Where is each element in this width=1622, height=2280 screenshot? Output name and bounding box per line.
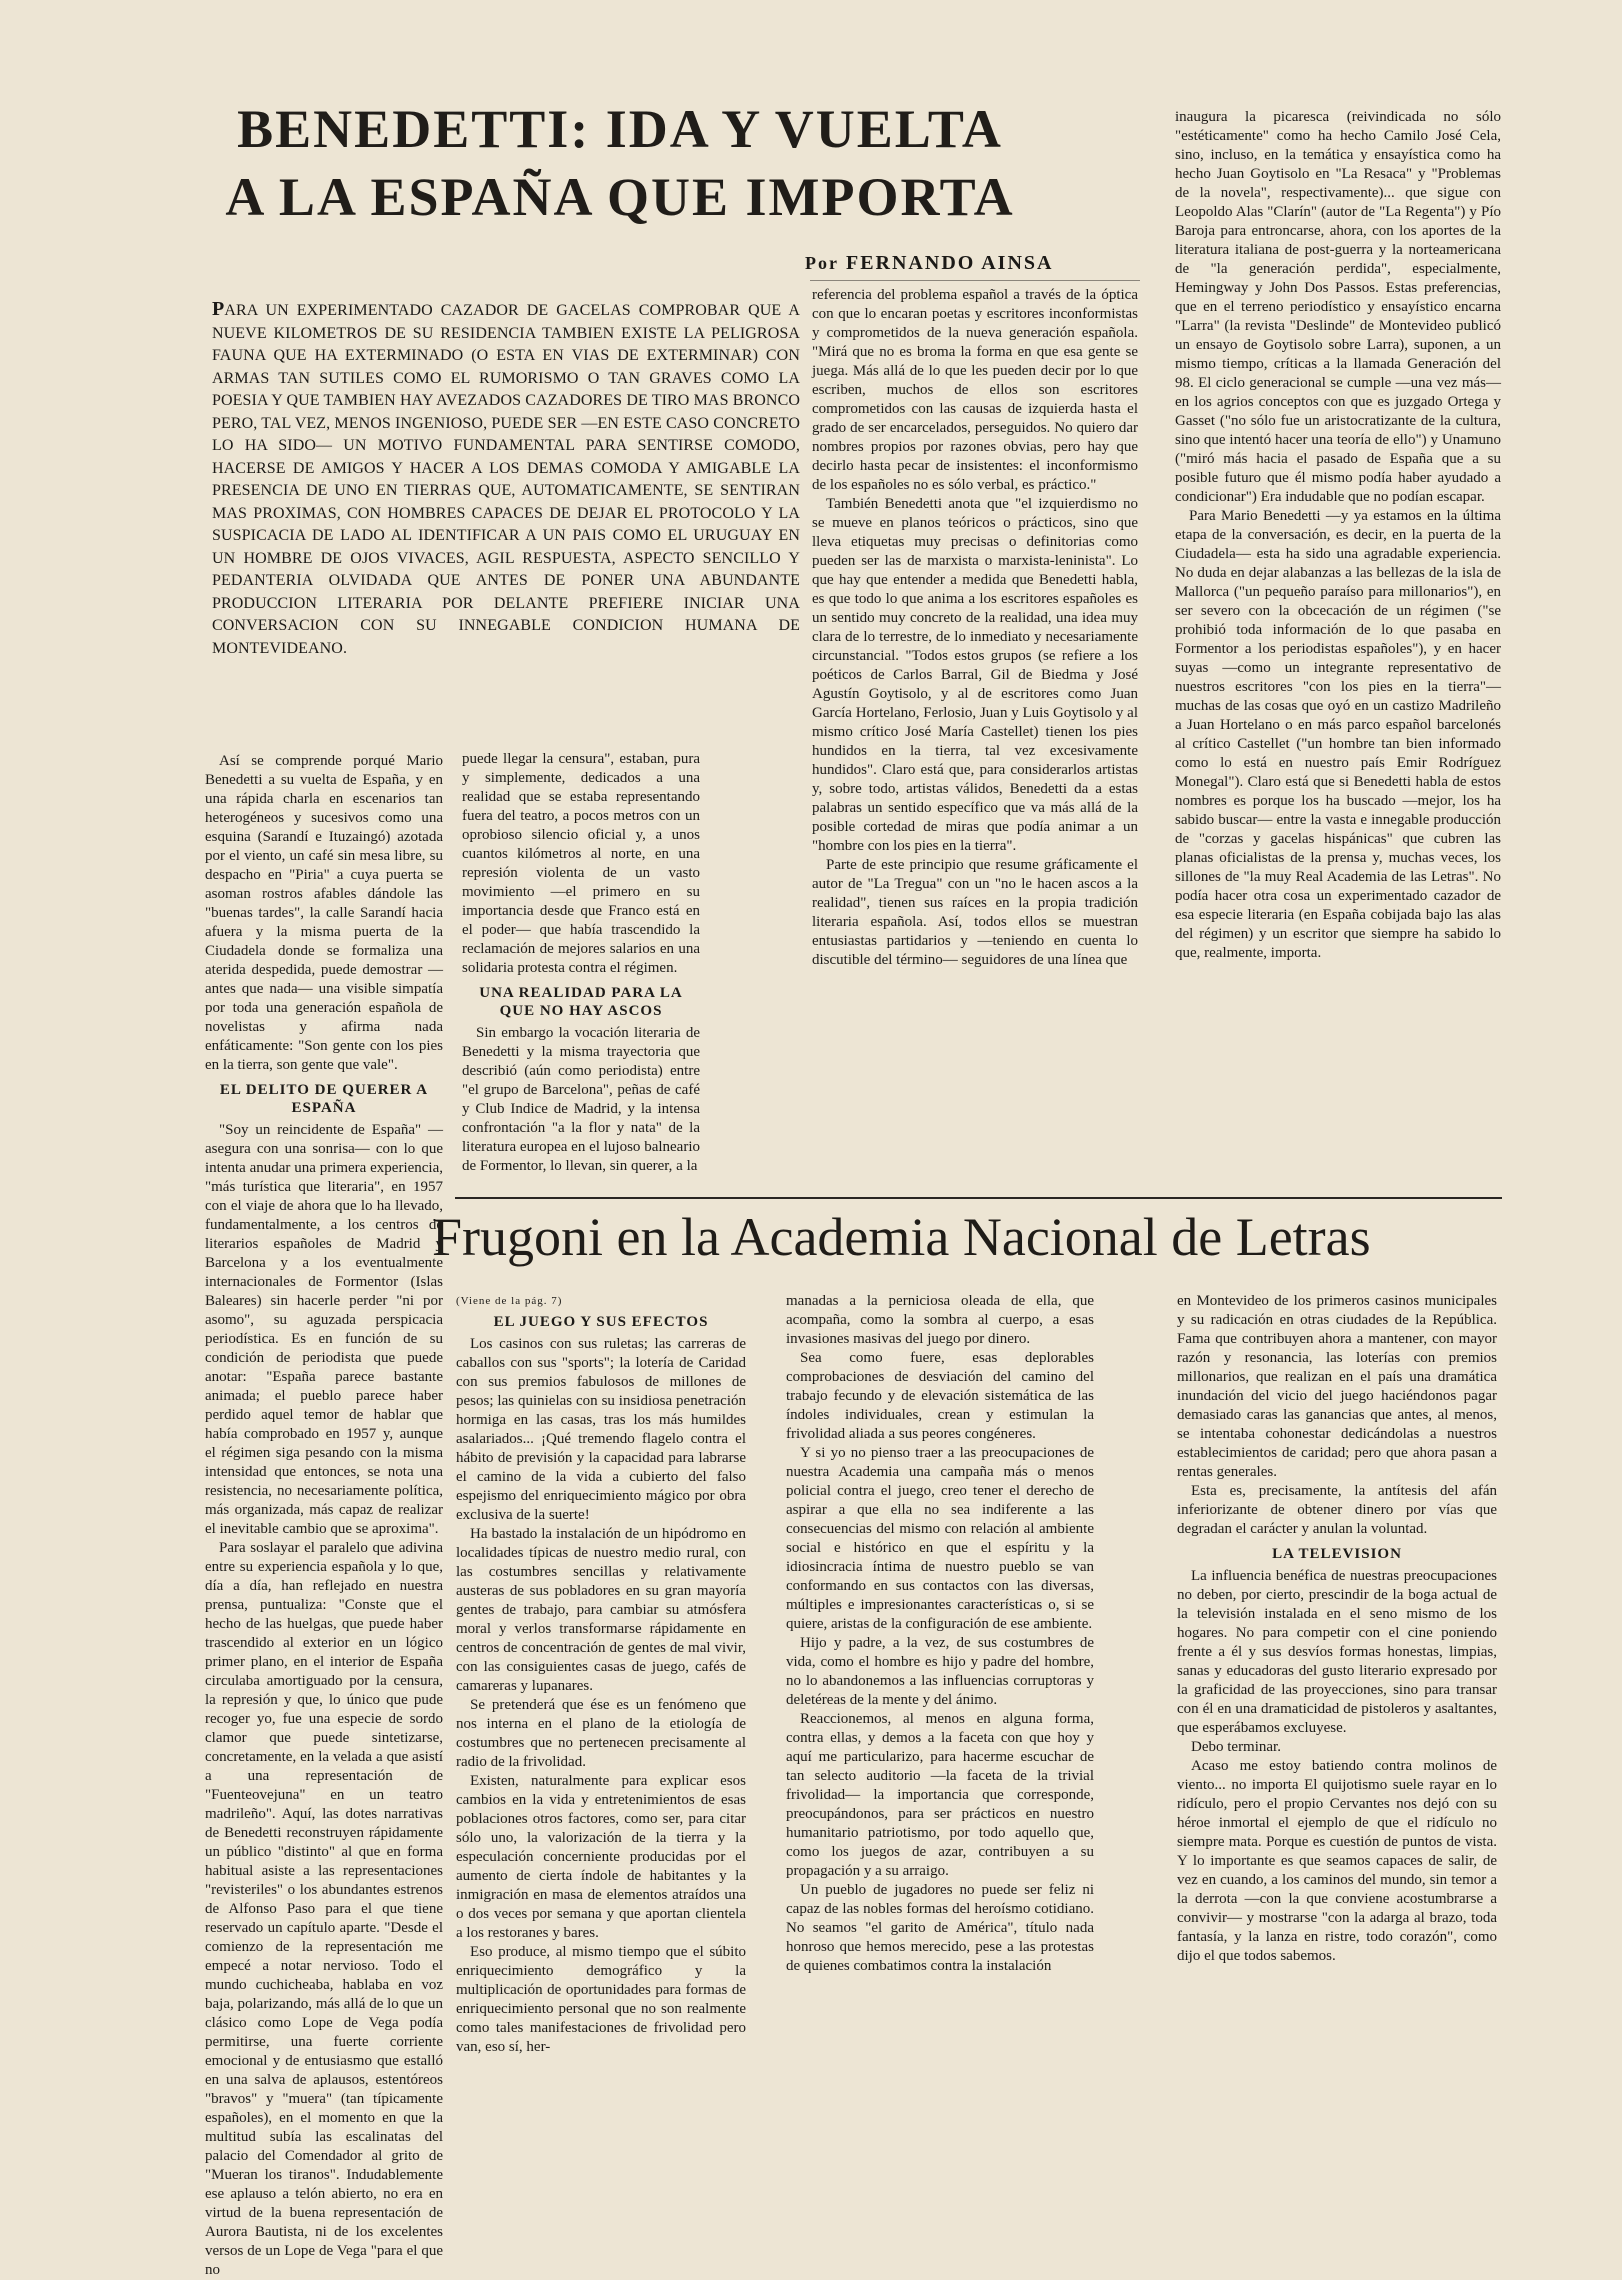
paragraph: Para Mario Benedetti —y ya estamos en la última etapa de la conversación, es decir, en la puerta de la Ciudadela— esta ha sido una agradable experiencia. No duda en dejar alabanzas a las bellezas de la isla de Mallorca ("un pequeño paraíso para millonarios"), en ser severo con la obcecación de un régimen ("se prohibió toda información de lo que pasaba en Formentor a los periodistas españoles"), y en hacer suyas —como un integrante representativo de nuestros escritores "con los pies en la tierra"— muchas de las cosas que oyó en un castizo Madrileño a Juan Hortelano o en más parco español barcelonés al crítico Castellet ("un hombre tan bien informado como lo está en nuestro país Emir Rodríguez Monegal"). Claro está que si Benedetti habla de estos nombres es porque los ha buscado —mejor, los ha sabido buscar— entre la vasta e innegable producción de "corzas y gacelas hispánicas" que cubren las planas oficialistas de la prensa y, muchas veces, los sillones de "la muy Real Academia de las Letras". No podía hacer otra cosa un experimentado cazador de esa especie literaria (en España cobijada bajo las alas del régimen) y un escritor que siempre ha sabido lo que, realmente, importa. (1175, 508, 1501, 961)
article-intro: PARA UN EXPERIMENTADO CAZADOR DE GACELAS COMPROBAR QUE A NUEVE KILOMETROS DE SU RESIDENCIA TAMBIEN EXISTE LA PELIGROSA FAUNA QUE HA EXTERMINADO (O ESTA EN VIAS DE EXTERMINAR) CON ARMAS TAN SUTILES COMO EL RUMORISMO O TAN GRAVES COMO LA POESIA Y QUE TAMBIEN HAY AVEZADOS CAZADORES DE TIRO MAS BRONCO PERO, TAL VEZ, MENOS INGENIOSO, PUEDE SER —EN ESTE CASO CONCRETO LO HA SIDO— UN MOTIVO FUNDAMENTAL PARA SENTIRSE COMODO, HACERSE DE AMIGOS Y HACER A LOS DEMAS COMODA Y AMIGABLE LA PRESENCIA DE UNO EN TIERRAS QUE, AUTOMATICAMENTE, SE SENTIRAN MAS PROXIMAS, CON HOMBRES CAPACES DE DEJAR EL PROTOCOLO Y LA SUSPICACIA DE LADO AL IDENTIFICAR A UN PAIS COMO EL URUGUAY EN UN HOMBRE DE OJOS VIVACES, AGIL RESPUESTA, ASPECTO SENCILLO Y PEDANTERIA OLVIDADA QUE ANTES DE PONER UNA ABUNDANTE PRODUCCION LITERARIA POR DELANTE PREFIERE INICIAR UNA CONVERSACION CON SU INNEGABLE CONDICION HUMANA DE MONTEVIDEANO. (212, 298, 800, 657)
paragraph: Se pretenderá que ése es un fenómeno que nos interna en el plano de la etiología de costumbres que no pertenecen precisamente al radio de la frivolidad. (456, 1697, 746, 1770)
paragraph: puede llegar la censura", estaban, pura y simplemente, dedicados a una realidad que se estaba representando fuera del teatro, a pocos metros con un oprobioso silencio oficial y, a unos cuantos kilómetros al norte, en una represión violenta de un vasto movimiento —el primero en su importancia desde que Franco está en el poder— que había trascendido la reclamación de mejores salarios en una solidaria protesta contra el régimen. (462, 751, 700, 976)
paragraph: manadas a la perniciosa oleada de ella, que acompaña, como la sombra al cuerpo, a esas invasiones masivas del juego por dinero. (786, 1293, 1094, 1347)
paragraph: Debo terminar. (1191, 1739, 1281, 1755)
paragraph: Un pueblo de jugadores no puede ser feliz ni capaz de las nobles formas del heroísmo cotidiano. No seamos "el garito de América", título nada honroso que hemos merecido, pese a las protestas de quienes combatimos contra la instalación (786, 1882, 1094, 1974)
paragraph: Reaccionemos, al menos en alguna forma, contra ellas, y demos a la faceta con que hoy y aquí me particularizo, para hacerme escuchar de tan selecto auditorio —la faceta de la trivial frivolidad— la importancia que corresponde, preocupándonos, para ser prácticos en nuestro humanitario patriotismo, por todo aquello que, como los juegos de azar, contribuyen a su propagación y a su arraigo. (786, 1711, 1094, 1879)
byline-prefix: Por (805, 253, 839, 273)
paragraph: Hijo y padre, a la vez, de sus costumbres de vida, como el hombre es hijo y padre del hombre, no lo abandonemos a las influencias corruptoras y deletéreas de la mente y del ánimo. (786, 1635, 1094, 1708)
paragraph: Ha bastado la instalación de un hipódromo en localidades típicas de nuestro medio rural, con las costumbres sencillas y relativamente austeras de sus pobladores en su gran mayoría gentes de trabajo, para cambiar su atmósfera moral y verlos transformarse rápidamente en centros de concentración de gentes de mal vivir, con las consiguientes casas de juego, cafés de camareras y lupanares. (456, 1526, 746, 1694)
paragraph: Así se comprende porqué Mario Benedetti a su vuelta de España, y en una rápida charla en escenarios tan heterogéneos y sucesivos como una esquina (Sarandí e Ituzaingó) azotada por el viento, un café sin mesa libre, su despacho en "Piria" a cuya puerta se asoman rostros afables dándole las "buenas tardes", la calle Sarandí hacia afuera y la misma puerta de la Ciudadela donde se formaliza una aterida despedida, puede demostrar —antes que nada— una visible simpatía por toda una generación española de novelistas y afirma nada enfáticamente: "Son gente con los pies en la tierra, son gente que vale". (205, 753, 443, 1073)
paragraph: Los casinos con sus ruletas; las carreras de caballos con sus "sports"; la lotería de Caridad con sus premios fabulosos de millones de pesos; las quinielas con su insidiosa penetración hormiga en las casas, tras los más humildes asalariados... ¡Qué tremendo flagelo contra el hábito de previsión y la capacidad para labrarse el camino de la vida a cubierto del falso espejismo del enriquecimiento mágico por obra exclusiva de la suerte! (456, 1336, 746, 1523)
paragraph: Eso produce, al mismo tiempo que el súbito enriquecimiento demográfico y la multiplicación de oportunidades para formas de enriquecimiento personal que no son realmente como tales manifestaciones de frivolidad pero van, eso sí, her- (456, 1944, 746, 2055)
title-line-2: A LA ESPAÑA QUE IMPORTA (225, 167, 1015, 227)
paragraph: Sea como fuere, esas deplorables comprobaciones de desviación del camino del trabajo fecundo y de elevación sistemática de las índoles individuales, crean y estimulan la frivolidad aliada a sus peores congéneres. (786, 1350, 1094, 1442)
paragraph: en Montevideo de los primeros casinos municipales y su radicación en otras ciudades de la República. Fama que contribuyen ahora a mantener, con mayor razón y resonancia, las loterías con premios millonarios, que realizan en el país una dramática inundación del vicio del juego haciéndonos pagar demasiado caras las ganancias que antes, al menos, se intentaba cohonestar dedicándolas a nuestros establecimientos de caridad; pero que ahora pasan a rentas generales. (1177, 1293, 1497, 1480)
paragraph: Parte de este principio que resume gráficamente el autor de "La Tregua" con un "no le hacen ascos a la realidad", tienen sus raíces en la propia tradición literaria española. Así, todos ellos se muestran entusiastas partidarios y —teniendo en cuenta lo discutible del término— seguidores de una línea que (812, 857, 1138, 968)
paragraph: Existen, naturalmente para explicar esos cambios en la vida y entretenimientos de esas poblaciones otros factores, como ser, para citar sólo uno, la valorización de la tierra y la especulación concerniente producidas por el aumento de cierta índole de habitantes y la inmigración en masa de elementos atraídos una o dos veces por semana y que aportan clientela a los restoranes y bares. (456, 1773, 746, 1941)
byline (805, 252, 1053, 275)
byline-author: FERNANDO AINSA (845, 252, 1054, 274)
subheading: UNA REALIDAD PARA LA QUE NO HAY ASCOS (479, 985, 683, 1019)
paragraph: Y si yo no pienso traer a las preocupaciones de nuestra Academia una campaña más o menos policial contra el juego, creo tener el derecho de aspirar a que ella no sea indiferente a las consecuencias del mismo con relación al ambiente social e histórico en que el espíritu y la idiosincracia íntima de nuestro pueblo se van conformando en sus contactos con las diversas, múltiples e impresionantes características o, si se quiere, aristas de la configuración de ese ambiente. (786, 1445, 1094, 1632)
article2-column-b (786, 1292, 1094, 1976)
paragraph: inaugura la picaresca (reivindicada no sólo "estéticamente" como ha hecho Camilo José Cela, sino, incluso, en la temática y ensayística como ha hecho Juan Goytisolo en "La Resaca" y "Problemas de la novela", respectivamente)... que sigue con Leopoldo Alas "Clarín" (autor de "La Regenta") y Pío Baroja para entroncarse, ahora, con los aportes de la literatura italiana de post-guerra y la norteamericana de "la generación perdida", especialmente, Hemingway y John Dos Passos. Estas preferencias, que en el terreno periodístico y ensayístico encarna "Larra" (la revista "Deslinde" de Montevideo publicó un ensayo de Goytisolo sobre Larra), suponen, a un mismo tiempo, críticas a la llamada Generación del 98. El ciclo generacional se cumple —una vez más— en los agrios conceptos con que es juzgado Ortega y Gasset ("no sólo fue un aristocratizante de la cultura, sino que intentó hacer una teoría de ello") y Unamuno ("miró más hacia el pasado de España que a su posible futuro que él mismo podía haber ayudado a condicionar") Era indudable que no podían escapar. (1175, 109, 1501, 505)
subheading: EL JUEGO Y SUS EFECTOS (493, 1314, 709, 1330)
article1-column-2 (462, 750, 700, 1176)
section-divider (455, 1197, 1502, 1199)
paragraph: Acaso me estoy batiendo contra molinos de viento... no importa El quijotismo suele rayar en lo ridículo, pero el propio Cervantes nos dejó con su héroe inmortal el ejemplo de que el ridículo no siempre mata. Porque es cuestión de puntos de vista. Y lo importante es que seamos capaces de salir, de vez en cuando, a los caminos del mundo, sin temor a la derrota —con la que conviene acostumbrarse a convivir— y mostrarse "con la adarga al brazo, toda fantasía, y la lanza en ristre, todo corazón", como dijo el que todos sabemos. (1177, 1758, 1497, 1964)
article1-column-1 (205, 752, 443, 2280)
paragraph: Sin embargo la vocación literaria de Benedetti y la misma trayectoria que describió (aún como periodista) entre "el grupo de Barcelona", peñas de café y Club Indice de Madrid, y la intensa confrontación "a la flor y nata" de la literatura europea en el lujoso balneario de Formentor, lo llevan, sin querer, a la (462, 1025, 700, 1174)
paragraph: referencia del problema español a través de la óptica con que lo encaran poetas y escritores inconformistas y comprometidos de la nueva generación española. "Mirá que no es broma la forma en que esa gente se juega. Más allá de lo que les pueden decir por lo que escriben, muchos de ellos son escritores comprometidos con las causas de izquierda hasta el grado de ser encarcelados, perseguidos. No quiero dar nombres propios por razones obvias, pero hay que decirlo hasta pecar de insistentes: el inconformismo de los españoles no es sólo verbal, es práctico." (812, 287, 1138, 493)
subheading: LA TELEVISION (1272, 1546, 1402, 1562)
article2-title: Frugoni en la Academia Nacional de Letras (432, 1207, 1371, 1267)
continued-note: (Viene de la pág. 7) (456, 1295, 563, 1307)
subheading: EL DELITO DE QUERER A ESPAÑA (219, 1082, 429, 1116)
paragraph: Esta es, precisamente, la antítesis del afán inferiorizante de obtener dinero por vías que degradan el carácter y anulan la voluntad. (1177, 1483, 1497, 1537)
article1-column-3 (812, 286, 1138, 970)
paragraph: La influencia benéfica de nuestras preocupaciones no deben, por cierto, prescindir de la boga actual de la televisión instalada en el seno mismo de los hogares. No para competir con el cine poniendo frente a él y sus desvíos formas honestas, limpias, sanas y educadoras del gusto literario expresado por la graficidad de las proyecciones, sino para transar con él en una dramaticidad de pistoleros y asaltantes, que esperábamos excluyese. (1177, 1568, 1497, 1736)
byline-rule (810, 280, 1140, 281)
paragraph: "Soy un reincidente de España" —asegura con una sonrisa— con lo que intenta anudar una primera experiencia, "más turística que literaria", en 1957 con el viaje de ahora que lo ha llevado, fundamentalmente, a los centros de literarios españoles de Madrid y Barcelona y a los eventualmente internacionales de Formentor (Islas Baleares) sin hacerle perder "ni por asomo", su aguzada perspicacia periodística. Es en función de su condición de periodista que puede anotar: "España parece bastante animada; el pueblo parece haber perdido aquel temor de hablar que había comprobado en 1957 y, aunque el régimen siga pesando con la misma intensidad que entonces, se nota una resistencia, no necesariamente política, más organizada, más capaz de realizar el inevitable cambio que se aproxima". (205, 1122, 443, 1537)
paragraph: Para soslayar el paralelo que adivina entre su experiencia española y lo que, día a día, han reflejado en nuestra prensa, puntualiza: "Conste que el hecho de las huelgas, que puede haber trascendido al exterior en un lógico primer plano, en el interior de España circulaba amortiguado por la censura, la represión y que, lo único que pude recoger yo, fue una especie de sordo clamor que puede sintetizarse, concretamente, en la velada a que asistí a una representación de "Fuenteovejuna" en un teatro madrileño". Aquí, las dotes narrativas de Benedetti reconstruyen rápidamente un público "distinto" al que en forma habitual asiste a las representaciones "revisteriles" o los abundantes estrenos de Alfonso Paso para el que tiene reservado un capítulo aparte. "Desde el comienzo de la representación me empecé a notar nervioso. Todo el mundo cuchicheaba, hablaba en voz baja, polarizando, más allá de lo que un clásico como Lope de Vega podía permitirse, una fuerte corriente emocional y de entusiasmo que estalló en una salva de aplausos, estentóreos "bravos" y "muera" (tan típicamente españoles), en el momento en que la multitud subía las escalinatas del palacio del Comendador al grito de "Mueran los tiranos". Indudablemente ese aplauso a telón abierto, no era en virtud de la buena representación de Aurora Bautista, ni de los excelentes versos de un Lope de Vega "para el que no (205, 1540, 443, 2278)
article2-column-c (1177, 1292, 1497, 1966)
article2-column-a (456, 1292, 746, 2057)
title-line-1: BENEDETTI: IDA Y VUELTA (237, 99, 1003, 159)
article1-column-4 (1175, 108, 1501, 963)
paragraph: También Benedetti anota que "el izquierdismo no se mueve en planos teóricos o prácticos, sino que lleva etiquetas muy precisas o definitorias como pueden ser las de marxista o marxista-leninista". Lo que hay que entender a medida que Benedetti habla, es que todo lo que anima a los escritores españoles es un sentido muy concreto de la realidad, una idea muy clara de lo terrestre, de lo inmediato y necesariamente circunstancial. "Todos estos grupos (se refiere a los poéticos de Carlos Barral, Gil de Biedma y José Agustín Goytisolo, y al de escritores como Juan García Hortelano, Ferlosio, Juan y Luis Goytisolo y al mismo crítico José María Castellet) tienen los pies hundidos en la tierra, tal vez excesivamente hundidos". Claro está que, para considerarlos artistas y, sobre todo, artistas válidos, Benedetti da a estas palabras un sentido específico que va más allá de la posible cortedad de miras que podía animar a un "hombre con los pies en la tierra". (812, 496, 1138, 854)
article-title (200, 95, 1040, 231)
